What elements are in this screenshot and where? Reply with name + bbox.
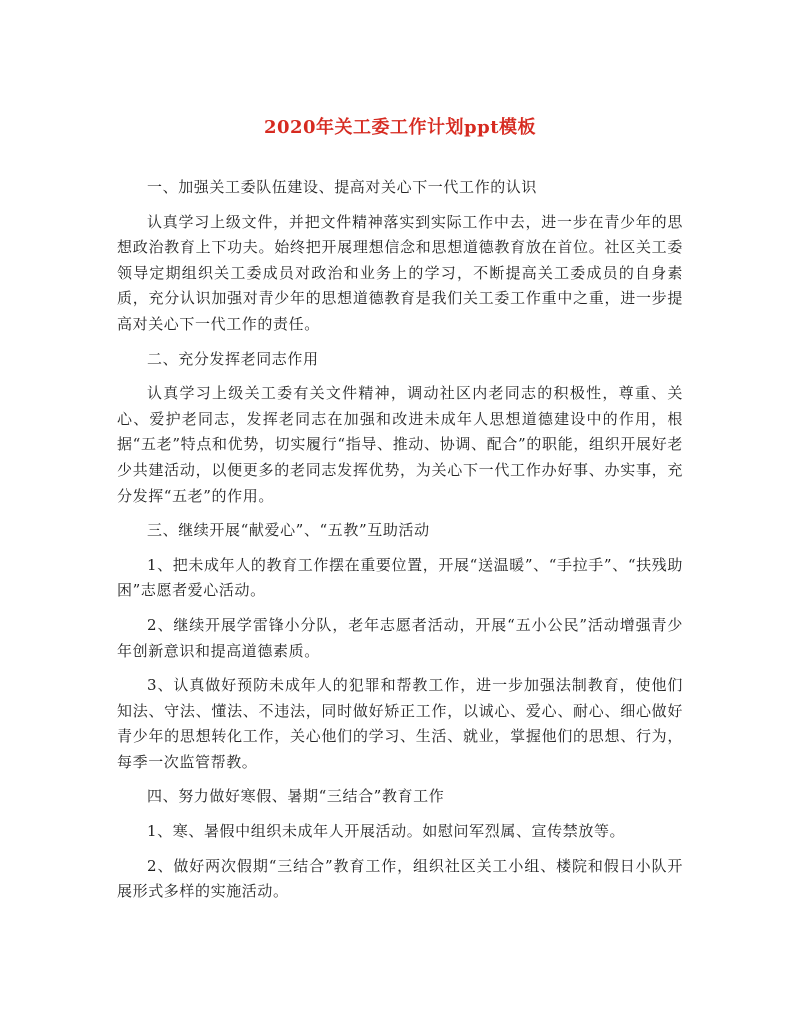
body-paragraph: 认真学习上级文件，并把文件精神落实到实际工作中去，进一步在青少年的思想政治教育上下功夫。始终把开展理想信念和思想道德教育放在首位。社区关工委领导定期组织关工委成员对政治和业务上的学习，不断提高关工委成员的自身素质，充分认识加强对青少年的思想道德教育是我们关工委工作重中之重，进一步提高对关心下一代工作的责任。 (117, 212, 683, 333)
section-heading-4: 四、努力做好寒假、暑期“三结合”教育工作 (147, 787, 445, 806)
list-item: 2、做好两次假期“三结合”教育工作，组织社区关工小组、楼院和假日小队开展形式多样的实施活动。 (117, 856, 683, 901)
section-heading-2: 二、充分发挥老同志作用 (147, 349, 319, 368)
body-paragraph: 认真学习上级关工委有关文件精神，调动社区内老同志的积极性，尊重、关心、爱护老同志，发挥老同志在加强和改进未成年人思想道德建设中的作用，根据“五老”特点和优势，切实履行“指导、推动、协调、配合”的职能，组织开展好老少共建活动，以便更多的老同志发挥优势，为关心下一代工作办好事、办实事，充分发挥“五老”的作用。 (117, 384, 683, 505)
section-heading-3: 三、继续开展“献爱心”、“五教”互助活动 (147, 521, 430, 540)
document-title: 2020年关工委工作计划ppt模板 (263, 117, 537, 138)
list-item: 3、认真做好预防未成年人的犯罪和帮教工作，进一步加强法制教育，使他们知法、守法、懂法、不违法，同时做好矫正工作，以诚心、爱心、耐心、细心做好青少年的思想转化工作，关心他们的学习、生活、就业，掌握他们的思想、行为，每季一次监管帮教。 (117, 676, 683, 771)
list-item: 1、把未成年人的教育工作摆在重要位置，开展“送温暖”、“手拉手”、“扶残助困”志愿者爱心活动。 (117, 555, 683, 600)
list-item: 2、继续开展学雷锋小分队，老年志愿者活动，开展“五小公民”活动增强青少年创新意识和提高道德素质。 (117, 615, 683, 660)
document-body (117, 175, 683, 914)
section-heading-1: 一、加强关工委队伍建设、提高对关心下一代工作的认识 (147, 178, 538, 196)
list-item: 1、寒、暑假中组织未成年人开展活动。如慰问军烈属、宣传禁放等。 (147, 822, 626, 841)
